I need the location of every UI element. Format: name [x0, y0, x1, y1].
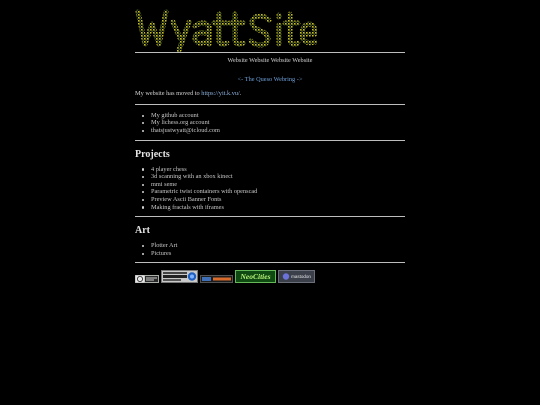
site-subtitle: Website Website Website Website	[227, 57, 313, 64]
art-list	[135, 242, 405, 257]
art-heading: Art	[135, 225, 150, 237]
divider	[135, 52, 405, 53]
divider	[135, 140, 405, 141]
projects-heading: Projects	[135, 148, 170, 160]
email-link[interactable]: thatsjustwyatt@icloud.com	[151, 126, 220, 134]
list-item	[151, 204, 405, 212]
art-link[interactable]: Pictures	[151, 249, 172, 257]
list-item	[151, 181, 405, 189]
list-item	[151, 166, 405, 174]
divider	[135, 104, 405, 105]
cc-badge[interactable]	[135, 275, 159, 283]
github-link[interactable]: My github account	[151, 111, 199, 119]
divider	[135, 262, 405, 263]
badge-row	[135, 270, 405, 283]
project-link[interactable]: Parametric twist containers with openscad	[151, 188, 258, 196]
moved-suffix: .	[239, 90, 242, 98]
art-link[interactable]: Plotter Art	[151, 242, 178, 250]
list-item	[151, 188, 405, 196]
project-link[interactable]: 3d scanning with an xbox kinect	[151, 173, 233, 181]
projects-list	[135, 166, 405, 212]
list-item	[151, 242, 405, 250]
list-item	[151, 250, 405, 258]
neocities-badge[interactable]	[235, 270, 276, 283]
svg-text:NeoCities: NeoCities	[240, 272, 271, 282]
page	[135, 8, 405, 283]
new-site-link[interactable]: https://yit.k.vu/	[201, 90, 240, 98]
hand-badge[interactable]	[200, 275, 233, 283]
project-link[interactable]: mmi seme	[151, 180, 178, 188]
list-item	[151, 112, 405, 120]
divider	[135, 216, 405, 217]
ie-badge[interactable]	[161, 270, 198, 283]
webring-text[interactable]: <- The Queso Webring ->	[237, 75, 303, 83]
list-item	[151, 196, 405, 204]
project-link[interactable]: Preview Ascii Banner Fonts	[151, 195, 222, 203]
project-link[interactable]: Making fractals with iframes	[151, 203, 224, 211]
project-link[interactable]: 4 player chess	[151, 165, 187, 173]
list-item	[151, 119, 405, 127]
contact-links-list	[135, 112, 405, 135]
svg-text:mastodon: mastodon	[291, 274, 311, 280]
webring-link[interactable]	[135, 76, 405, 84]
list-item	[151, 173, 405, 181]
lichess-link[interactable]: My lichess.org account	[151, 119, 210, 127]
mastodon-badge[interactable]	[278, 270, 315, 283]
site-ascii-banner	[135, 8, 317, 52]
list-item	[151, 127, 405, 135]
moved-prefix: My website has moved to	[135, 90, 202, 98]
moved-notice	[135, 90, 405, 98]
